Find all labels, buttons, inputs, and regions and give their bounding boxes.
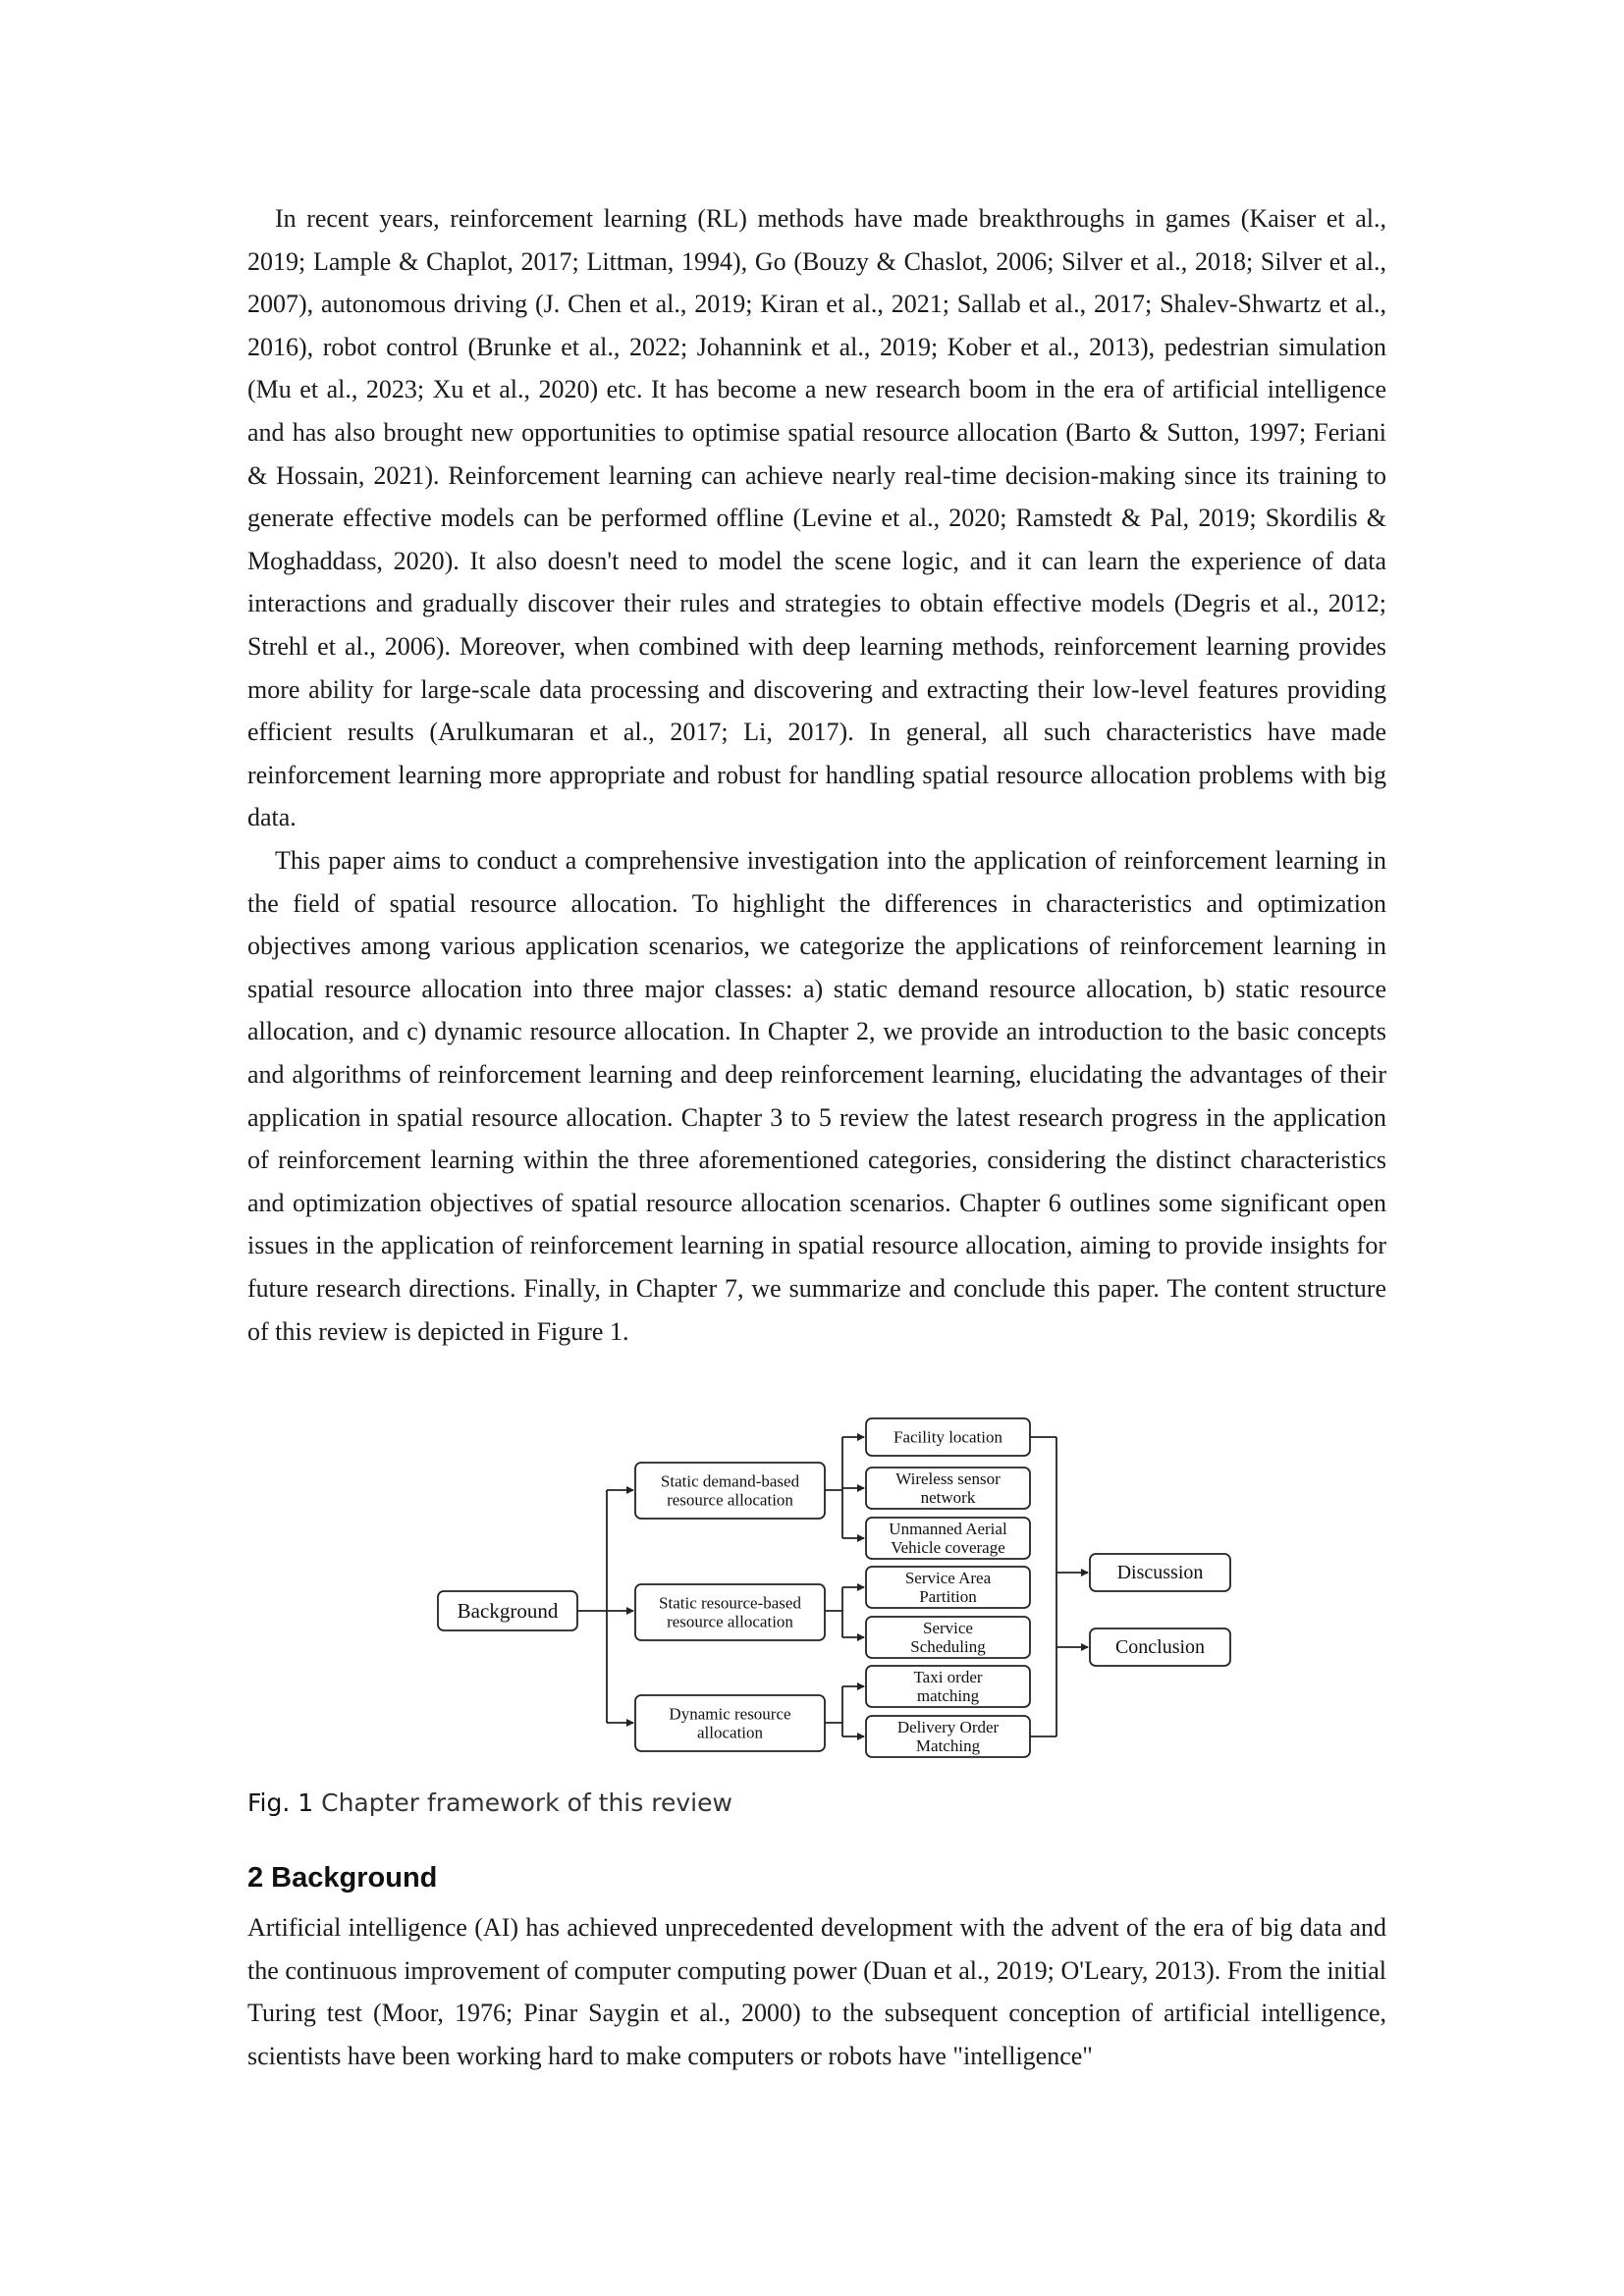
node-static-demand	[635, 1463, 825, 1519]
node-label: Conclusion	[1114, 1636, 1206, 1658]
node-label: Service Area	[904, 1569, 992, 1587]
node-wireless-sensor	[866, 1468, 1030, 1509]
node-uav-coverage	[866, 1518, 1030, 1559]
figure-caption	[247, 1789, 732, 1817]
background-paragraph-1: Artificial intelligence (AI) has achieved unprecedented development with the advent of the era of big data and the continuous improvement of computer computing power (Duan et al., 2019; O'Leary, 2013). From the initial Turing test (Moor, 1976; Pinar Saygin et al., 2000) to the subsequent conception of artificial intelligence, scientists have been working hard to make computers or robots have "intelligence"	[247, 1913, 1386, 2070]
node-label: Background	[457, 1599, 559, 1623]
node-label: Facility location	[893, 1427, 1002, 1447]
node-taxi-order	[866, 1666, 1030, 1707]
node-label: Service	[923, 1619, 973, 1637]
node-delivery-order	[866, 1716, 1030, 1757]
node-label: Discussion	[1116, 1562, 1204, 1583]
node-label: Wireless sensor	[895, 1469, 1001, 1488]
node-background	[438, 1591, 577, 1630]
node-discussion	[1090, 1554, 1230, 1591]
intro-paragraph-2: This paper aims to conduct a comprehensive investigation into the application of reinforcement learning in the field of spatial resource allocation. To highlight the differences in characteristics and optimization objectives among various application scenarios, we categorize the applications of reinforcement learning in spatial resource allocation into three major classes: a) static demand resource allocation, b) static resource allocation, and c) dynamic resource allocation. In Chapter 2, we provide an introduction to the basic concepts and algorithms of reinforcement learning and deep reinforcement learning, elucidating the advantages of their application in spatial resource allocation. Chapter 3 to 5 review the latest research progress in the application of reinforcement learning within the three aforementioned categories, considering the distinct characteristics and optimization objectives of spatial resource allocation scenarios. Chapter 6 outlines some significant open issues in the application of reinforcement learning in spatial resource allocation, aiming to provide insights for future research directions. Finally, in Chapter 7, we summarize and conclude this paper. The content structure of this review is depicted in Figure 1.	[247, 846, 1386, 1346]
section-heading: 2 Background	[247, 1862, 438, 1894]
node-static-resource	[635, 1584, 825, 1640]
node-label: Static demand-based	[660, 1471, 800, 1491]
node-label: Unmanned Aerial	[889, 1520, 1007, 1538]
node-label: network	[920, 1488, 976, 1507]
node-label: Partition	[919, 1587, 977, 1606]
node-label: Matching	[915, 1736, 981, 1755]
node-label: Delivery Order	[896, 1718, 1000, 1736]
node-service-area	[866, 1567, 1030, 1608]
node-label: allocation	[696, 1723, 764, 1742]
node-label: Vehicle coverage	[891, 1538, 1005, 1557]
node-label: Dynamic resource	[669, 1704, 791, 1724]
intro-paragraph-1: In recent years, reinforcement learning (RL) methods have made breakthroughs in games (Kaiser et al., 2019; Lample & Chaplot, 2017; Littman, 1994), Go (Bouzy & Chaslot, 2006; Silver et al., 2018; Silver et al., 2007), autonomous driving (J. Chen et al., 2019; Kiran et al., 2021; Sallab et al., 2017; Shalev-Shwartz et al., 2016), robot control (Brunke et al., 2022; Johannink et al., 2019; Kober et al., 2013), pedestrian simulation (Mu et al., 2023; Xu et al., 2020) etc. It has become a new research boom in the era of artificial intelligence and has also brought new opportunities to optimise spatial resource allocation (Barto & Sutton, 1997; Feriani & Hossain, 2021). Reinforcement learning can achieve nearly real-time decision-making since its training to generate effective models can be performed offline (Levine et al., 2020; Ramstedt & Pal, 2019; Skordilis & Moghaddass, 2020). It also doesn't need to model the scene logic, and it can learn the experience of data interactions and gradually discover their rules and strategies to obtain effective models (Degris et al., 2012; Strehl et al., 2006). Moreover, when combined with deep learning methods, reinforcement learning provides more ability for large-scale data processing and discovering and extracting their low-level features providing efficient results (Arulkumaran et al., 2017; Li, 2017). In general, all such characteristics have made reinforcement learning more appropriate and robust for handling spatial resource allocation problems with big data.	[247, 204, 1386, 832]
node-conclusion	[1090, 1629, 1230, 1666]
node-label: Taxi order	[913, 1668, 983, 1686]
figure-caption-number: Fig. 1	[247, 1789, 314, 1817]
node-facility-location	[866, 1418, 1030, 1456]
node-dynamic	[635, 1695, 825, 1751]
node-label: resource allocation	[667, 1490, 793, 1510]
node-label: Static resource-based	[659, 1593, 801, 1613]
figure-caption-text: Chapter framework of this review	[313, 1789, 732, 1817]
node-label: Scheduling	[910, 1637, 986, 1656]
node-label: resource allocation	[667, 1612, 793, 1631]
figure-nodes	[438, 1418, 1230, 1757]
node-service-scheduling	[866, 1617, 1030, 1658]
node-label: matching	[916, 1686, 980, 1705]
